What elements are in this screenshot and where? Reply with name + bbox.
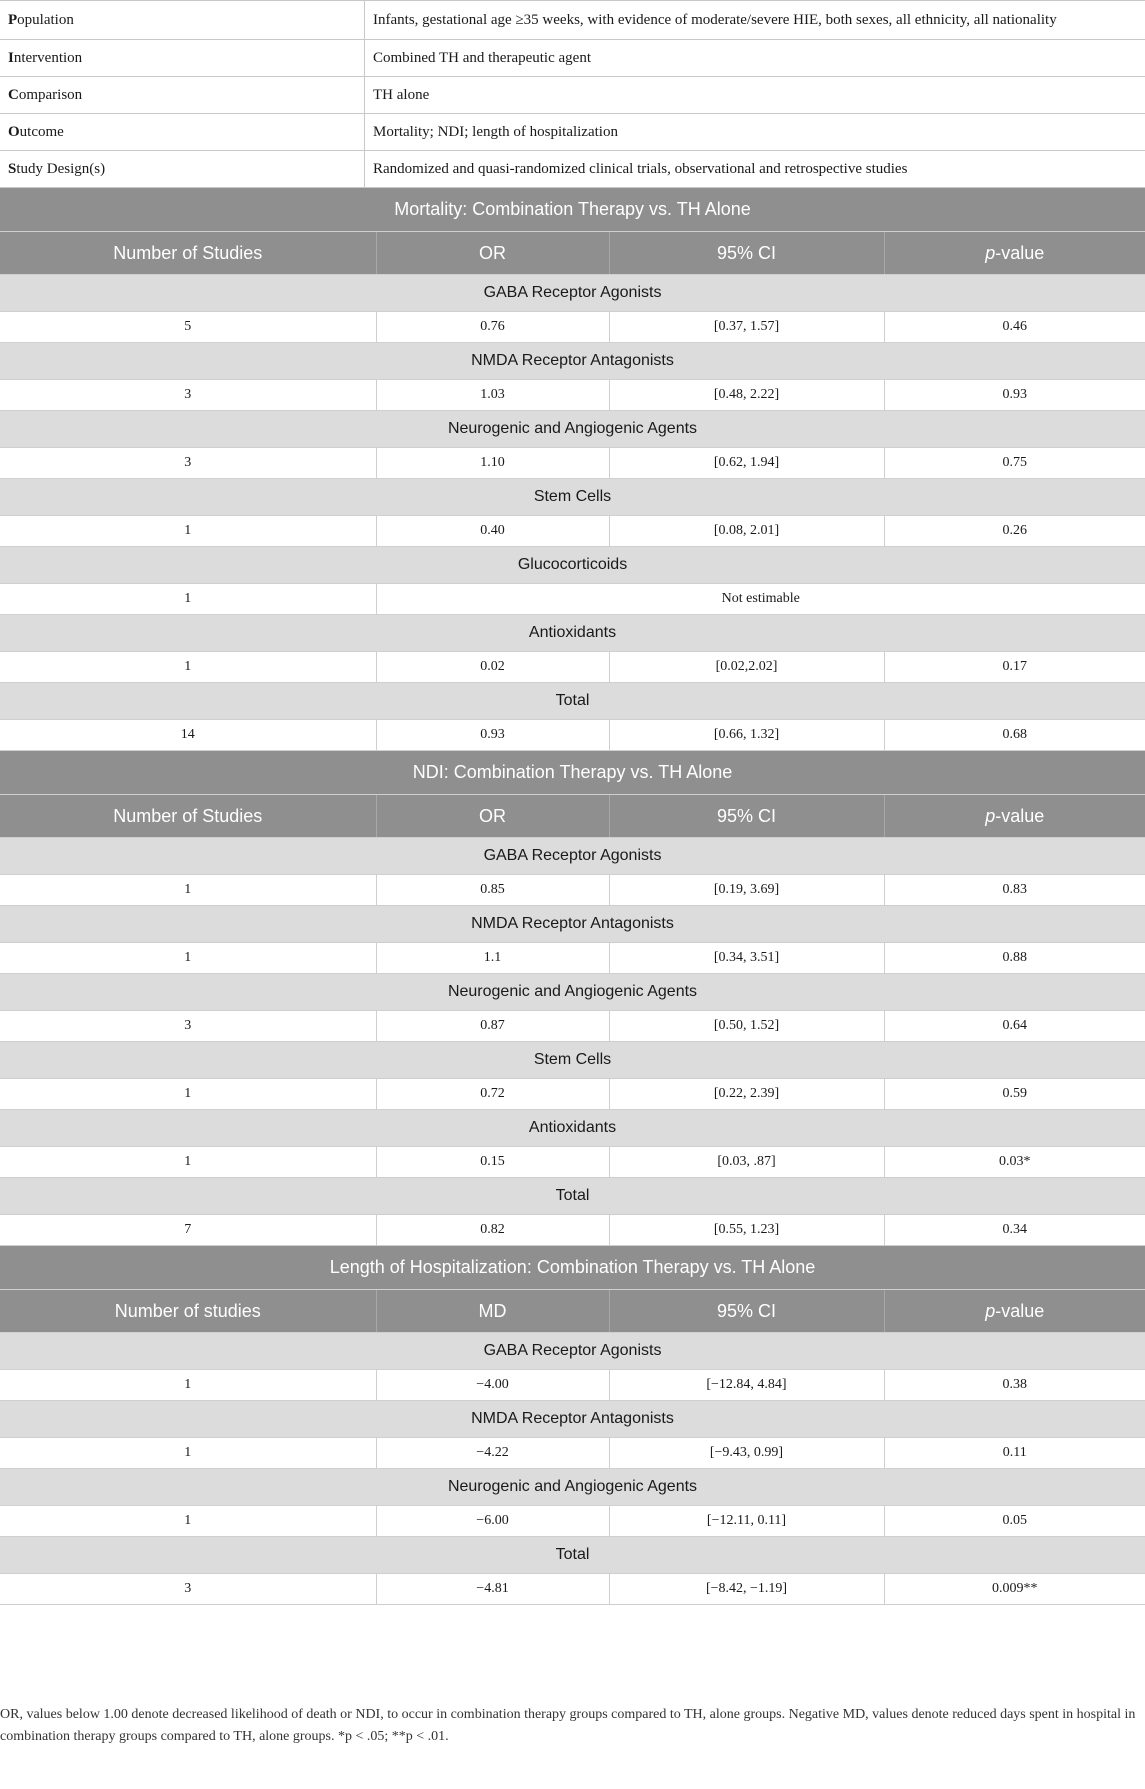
group-row — [0, 1537, 1145, 1574]
data-row — [0, 875, 1145, 906]
group-row — [0, 906, 1145, 943]
data-row — [0, 312, 1145, 343]
group-row — [0, 275, 1145, 312]
data-row — [0, 720, 1145, 751]
pico-label — [0, 151, 365, 188]
data-row — [0, 1011, 1145, 1042]
data-row — [0, 1079, 1145, 1110]
group-name: Antioxidants — [0, 615, 1145, 652]
cell-effect: 1.10 — [376, 448, 609, 479]
data-row — [0, 1506, 1145, 1537]
cell-ci: [−8.42, −1.19] — [609, 1574, 884, 1605]
pico-row — [0, 151, 1145, 188]
p-letter: p — [985, 1300, 996, 1321]
pico-initial: C — [8, 86, 19, 103]
cell-effect: 1.03 — [376, 380, 609, 411]
group-name: Total — [0, 1537, 1145, 1574]
group-name: GABA Receptor Agonists — [0, 838, 1145, 875]
data-row — [0, 380, 1145, 411]
p-suffix: -value — [995, 242, 1045, 263]
cell-effect: 0.15 — [376, 1147, 609, 1178]
column-header-effect: OR — [376, 232, 609, 275]
group-name: NMDA Receptor Antagonists — [0, 343, 1145, 380]
pico-initial: O — [8, 123, 20, 140]
group-name: NMDA Receptor Antagonists — [0, 906, 1145, 943]
cell-studies: 3 — [0, 448, 376, 479]
cell-studies: 5 — [0, 312, 376, 343]
pico-label-rest: opulation — [17, 11, 74, 28]
cell-studies: 1 — [0, 1147, 376, 1178]
cell-p-value: 0.05 — [884, 1506, 1145, 1537]
cell-studies: 1 — [0, 1506, 376, 1537]
cell-p-value: 0.26 — [884, 516, 1145, 547]
cell-ci: [0.37, 1.57] — [609, 312, 884, 343]
cell-ci: [−9.43, 0.99] — [609, 1438, 884, 1469]
results-table — [0, 188, 1145, 1605]
cell-effect: 1.1 — [376, 943, 609, 974]
p-suffix: -value — [995, 805, 1045, 826]
column-header-p-value — [884, 1290, 1145, 1333]
data-row — [0, 516, 1145, 547]
cell-effect: −4.81 — [376, 1574, 609, 1605]
cell-p-value: 0.38 — [884, 1370, 1145, 1401]
group-name: Stem Cells — [0, 1042, 1145, 1079]
pico-table — [0, 0, 1145, 188]
pico-value: Randomized and quasi-randomized clinical trials, observational and retrospective studies — [365, 151, 1145, 188]
cell-ci: [0.08, 2.01] — [609, 516, 884, 547]
pico-label-rest: utcome — [19, 123, 64, 140]
cell-effect: 0.87 — [376, 1011, 609, 1042]
pico-label — [0, 77, 365, 114]
cell-not-estimable: Not estimable — [376, 584, 1145, 615]
data-row — [0, 1370, 1145, 1401]
cell-ci: [0.50, 1.52] — [609, 1011, 884, 1042]
data-row — [0, 1438, 1145, 1469]
data-row — [0, 584, 1145, 615]
pico-initial: P — [8, 11, 18, 28]
pico-label — [0, 114, 365, 151]
cell-effect: 0.85 — [376, 875, 609, 906]
pico-row — [0, 77, 1145, 114]
column-header-studies: Number of studies — [0, 1290, 376, 1333]
cell-effect: 0.93 — [376, 720, 609, 751]
data-row — [0, 1147, 1145, 1178]
pico-value: TH alone — [365, 77, 1145, 114]
cell-p-value: 0.17 — [884, 652, 1145, 683]
cell-ci: [0.34, 3.51] — [609, 943, 884, 974]
pico-initial: I — [8, 49, 14, 66]
group-row — [0, 1333, 1145, 1370]
column-header-effect: MD — [376, 1290, 609, 1333]
cell-p-value: 0.59 — [884, 1079, 1145, 1110]
cell-studies: 1 — [0, 943, 376, 974]
pico-value: Combined TH and therapeutic agent — [365, 40, 1145, 77]
pico-row — [0, 40, 1145, 77]
cell-studies: 1 — [0, 652, 376, 683]
group-row — [0, 1401, 1145, 1438]
pico-label-rest: ntervention — [13, 49, 83, 66]
data-row — [0, 1574, 1145, 1605]
group-row — [0, 683, 1145, 720]
group-name: GABA Receptor Agonists — [0, 1333, 1145, 1370]
column-header-studies: Number of Studies — [0, 232, 376, 275]
cell-studies: 1 — [0, 1438, 376, 1469]
cell-effect: 0.40 — [376, 516, 609, 547]
pico-label — [0, 40, 365, 77]
cell-p-value: 0.009** — [884, 1574, 1145, 1605]
group-name: Antioxidants — [0, 1110, 1145, 1147]
group-name: NMDA Receptor Antagonists — [0, 1401, 1145, 1438]
section-title: NDI: Combination Therapy vs. TH Alone — [0, 751, 1145, 795]
cell-p-value: 0.83 — [884, 875, 1145, 906]
group-row — [0, 411, 1145, 448]
hospitalization-header-row — [0, 1290, 1145, 1333]
p-letter: p — [985, 242, 996, 263]
section-title: Mortality: Combination Therapy vs. TH Alone — [0, 188, 1145, 232]
pico-value: Infants, gestational age ≥35 weeks, with evidence of moderate/severe HIE, both sexes, all ethnicity, all nationality — [365, 1, 1145, 40]
column-header-ci: 95% CI — [609, 795, 884, 838]
column-header-studies: Number of Studies — [0, 795, 376, 838]
column-header-p-value — [884, 795, 1145, 838]
pico-label-rest: omparison — [18, 86, 83, 103]
group-name: Glucocorticoids — [0, 547, 1145, 584]
group-row — [0, 1110, 1145, 1147]
group-name: Stem Cells — [0, 479, 1145, 516]
ndi-header-row — [0, 795, 1145, 838]
group-row — [0, 547, 1145, 584]
hospitalization-section-title — [0, 1246, 1145, 1290]
cell-ci: [−12.84, 4.84] — [609, 1370, 884, 1401]
cell-ci: [0.02,2.02] — [609, 652, 884, 683]
cell-ci: [0.66, 1.32] — [609, 720, 884, 751]
cell-ci: [0.19, 3.69] — [609, 875, 884, 906]
data-row — [0, 1215, 1145, 1246]
cell-studies: 1 — [0, 584, 376, 615]
cell-effect: 0.02 — [376, 652, 609, 683]
group-name: Total — [0, 683, 1145, 720]
cell-p-value: 0.46 — [884, 312, 1145, 343]
group-row — [0, 1178, 1145, 1215]
p-suffix: -value — [995, 1300, 1045, 1321]
cell-ci: [0.55, 1.23] — [609, 1215, 884, 1246]
data-row — [0, 943, 1145, 974]
cell-studies: 1 — [0, 1079, 376, 1110]
group-row — [0, 838, 1145, 875]
p-letter: p — [985, 805, 996, 826]
cell-ci: [0.03, .87] — [609, 1147, 884, 1178]
table-footnote: OR, values below 1.00 denote decreased likelihood of death or NDI, to occur in combination therapy groups compared to TH, alone groups. Negative MD, values denote reduced days spent in hospital in combination therapy groups compared to TH, alone groups. *p < .05; **p < .01. — [0, 1707, 1136, 1744]
cell-effect: −4.00 — [376, 1370, 609, 1401]
group-row — [0, 615, 1145, 652]
column-header-p-value — [884, 232, 1145, 275]
group-name: Total — [0, 1178, 1145, 1215]
ndi-section-title — [0, 751, 1145, 795]
cell-studies: 14 — [0, 720, 376, 751]
mortality-header-row — [0, 232, 1145, 275]
group-row — [0, 1469, 1145, 1506]
group-name: GABA Receptor Agonists — [0, 275, 1145, 312]
data-row — [0, 448, 1145, 479]
group-name: Neurogenic and Angiogenic Agents — [0, 411, 1145, 448]
cell-effect: 0.72 — [376, 1079, 609, 1110]
cell-p-value: 0.93 — [884, 380, 1145, 411]
pico-initial: S — [8, 160, 17, 177]
section-title: Length of Hospitalization: Combination Therapy vs. TH Alone — [0, 1246, 1145, 1290]
group-row — [0, 1042, 1145, 1079]
column-header-effect: OR — [376, 795, 609, 838]
pico-value: Mortality; NDI; length of hospitalization — [365, 114, 1145, 151]
group-name: Neurogenic and Angiogenic Agents — [0, 974, 1145, 1011]
cell-ci: [−12.11, 0.11] — [609, 1506, 884, 1537]
cell-studies: 1 — [0, 875, 376, 906]
cell-studies: 1 — [0, 1370, 376, 1401]
pico-row — [0, 114, 1145, 151]
pico-label-rest: tudy Design(s) — [16, 160, 106, 177]
cell-effect: 0.76 — [376, 312, 609, 343]
group-row — [0, 974, 1145, 1011]
group-name: Neurogenic and Angiogenic Agents — [0, 1469, 1145, 1506]
data-row — [0, 652, 1145, 683]
cell-effect: −6.00 — [376, 1506, 609, 1537]
column-header-ci: 95% CI — [609, 232, 884, 275]
cell-p-value: 0.68 — [884, 720, 1145, 751]
pico-row — [0, 1, 1145, 40]
cell-studies: 3 — [0, 1011, 376, 1042]
group-row — [0, 343, 1145, 380]
cell-p-value: 0.34 — [884, 1215, 1145, 1246]
mortality-section-title — [0, 188, 1145, 232]
cell-p-value: 0.11 — [884, 1438, 1145, 1469]
cell-p-value: 0.03* — [884, 1147, 1145, 1178]
column-header-ci: 95% CI — [609, 1290, 884, 1333]
cell-p-value: 0.88 — [884, 943, 1145, 974]
cell-studies: 3 — [0, 380, 376, 411]
cell-ci: [0.22, 2.39] — [609, 1079, 884, 1110]
cell-p-value: 0.75 — [884, 448, 1145, 479]
cell-studies: 3 — [0, 1574, 376, 1605]
cell-p-value: 0.64 — [884, 1011, 1145, 1042]
cell-studies: 1 — [0, 516, 376, 547]
group-row — [0, 479, 1145, 516]
cell-studies: 7 — [0, 1215, 376, 1246]
cell-effect: −4.22 — [376, 1438, 609, 1469]
pico-label — [0, 1, 365, 40]
cell-ci: [0.62, 1.94] — [609, 448, 884, 479]
cell-effect: 0.82 — [376, 1215, 609, 1246]
cell-ci: [0.48, 2.22] — [609, 380, 884, 411]
